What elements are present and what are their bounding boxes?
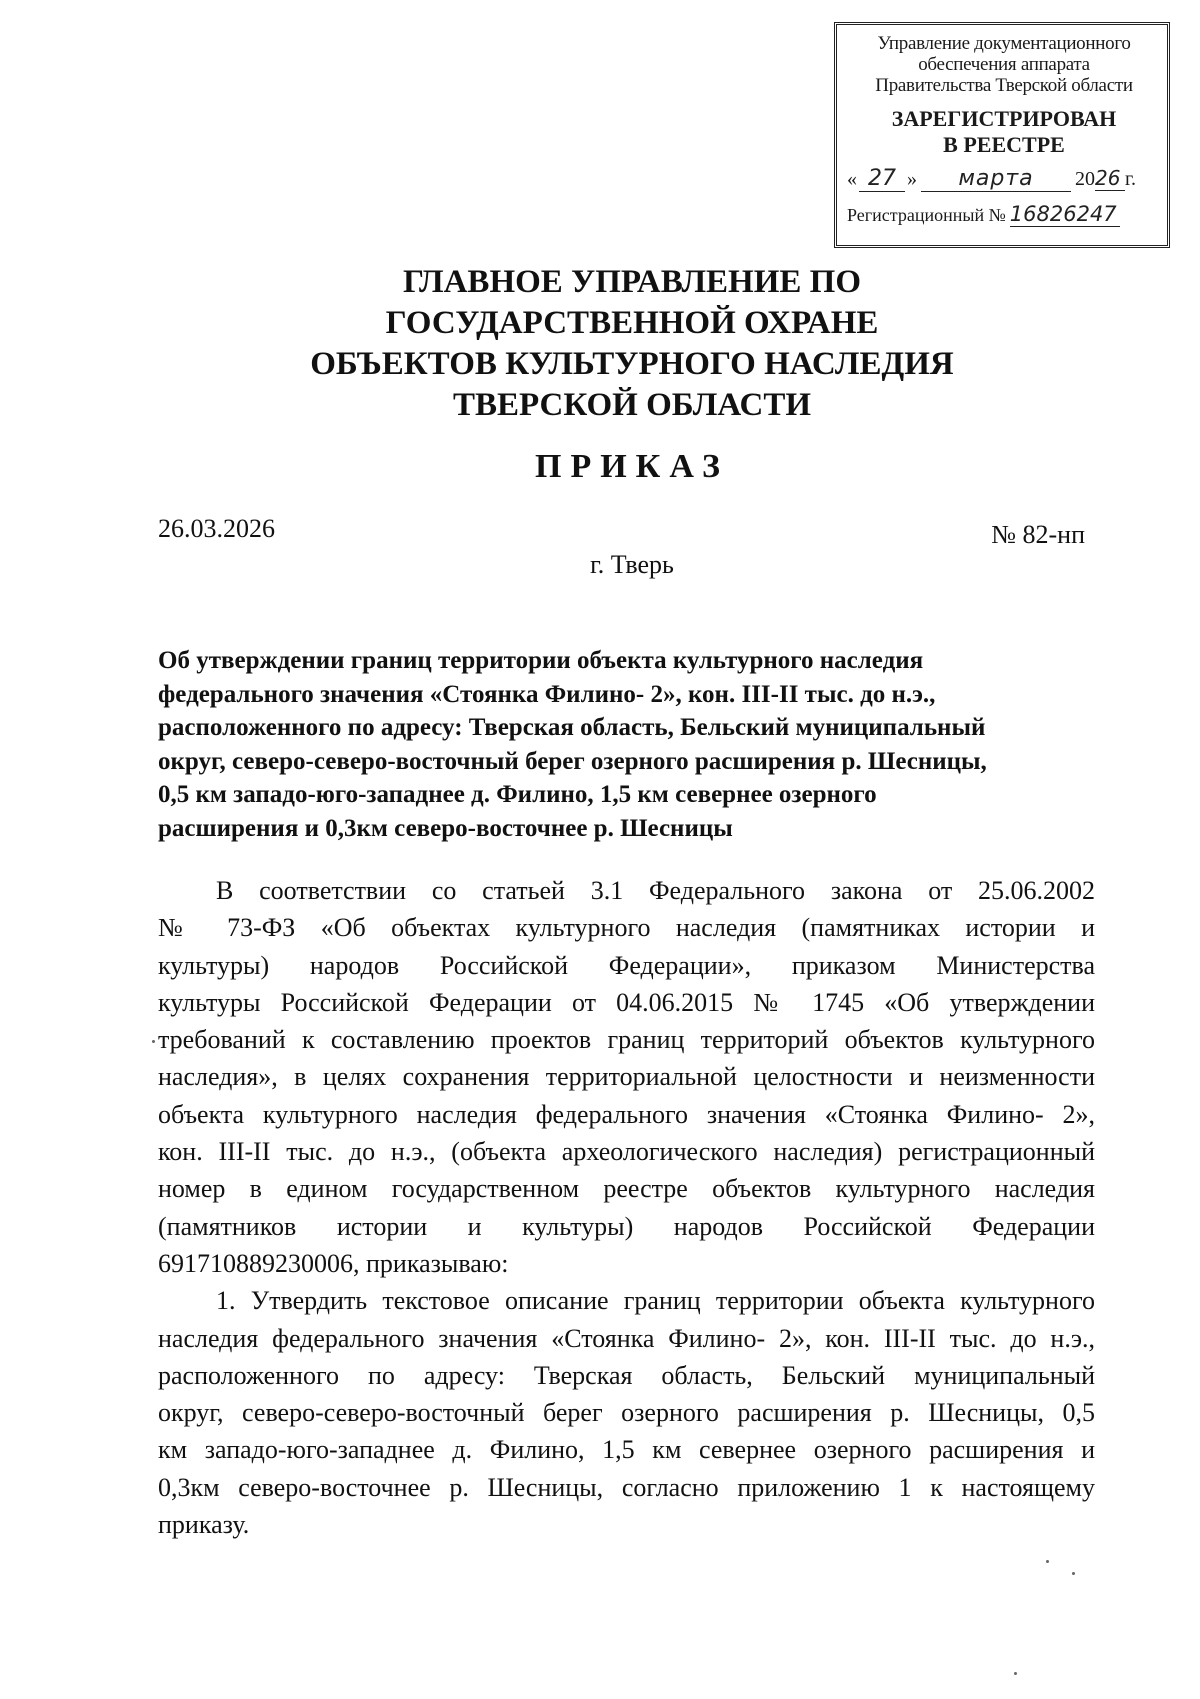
stamp-date-year-suffix: 26 (1095, 166, 1125, 191)
body-line (158, 947, 1095, 984)
document-date: 26.03.2026 (158, 514, 275, 543)
body-line (158, 1208, 1095, 1245)
stamp-registered-line: ЗАРЕГИСТРИРОВАН (891, 106, 1117, 131)
subject-line: Об утверждении границ территории объекта культурного наследия (158, 647, 924, 674)
subject-line: 0,5 км западо-юго-западнее д. Филино, 1,5 км севернее озерного (158, 781, 877, 809)
body-line (158, 1096, 1095, 1133)
body-line (158, 872, 1095, 909)
stamp-department-line: Правительства Тверской области (875, 75, 1133, 96)
body-line-text: объекта культурного наследия федерального значения «Стоянка Филино- 2», (158, 1099, 1095, 1129)
stamp-date-open-quote: « (847, 168, 857, 190)
body-line-text: культуры) народов Российской Федерации», приказом Министерства (158, 950, 1095, 980)
body-line (158, 1058, 1095, 1095)
scan-speck (1046, 1560, 1049, 1563)
body-line (158, 1320, 1095, 1357)
organization-title-line: ОБЪЕКТОВ КУЛЬТУРНОГО НАСЛЕДИЯ (310, 346, 954, 382)
scan-speck (1072, 1572, 1075, 1575)
subject-line: расположенного по адресу: Тверская область, Бельский муниципальный (158, 714, 986, 742)
body-line-text: расположенного по адресу: Тверская область, Бельский муниципальный (158, 1360, 1095, 1390)
body-line (158, 1282, 1095, 1319)
subject-line: федерального значения «Стоянка Филино- 2», кон. III-II тыс. до н.э., (158, 680, 936, 708)
stamp-reg-number-line (847, 202, 1161, 227)
body-line (158, 1506, 1095, 1543)
scan-speck (152, 1040, 155, 1043)
document-subject (158, 644, 1118, 846)
body-line-text: наследия федерального значения «Стоянка Филино- 2», кон. III-II тыс. до н.э., (158, 1323, 1095, 1353)
stamp-date-month: марта (921, 167, 1071, 192)
body-line-text: округ, северо-северо-восточный берег озерного расширения р. Шесницы, 0,5 (158, 1398, 1095, 1428)
body-line (158, 984, 1095, 1021)
body-line (158, 1431, 1095, 1468)
stamp-department-line: Управление документационного (877, 33, 1131, 54)
body-line-text: В соответствии со статьей 3.1 Федерального закона от 25.06.2002 (216, 876, 1095, 905)
body-line-text: требований к составлению проектов границ территорий объектов культурного (158, 1025, 1095, 1055)
organization-title-line: ГЛАВНОЕ УПРАВЛЕНИЕ ПО (403, 264, 861, 300)
body-line-text: кон. III-II тыс. до н.э., (объекта археологического наследия) регистрационный (158, 1137, 1095, 1167)
organization-title (0, 262, 1200, 426)
stamp-date-year-unit: г. (1125, 168, 1136, 190)
body-line (158, 1394, 1095, 1431)
stamp-registered-line: В РЕЕСТРЕ (943, 132, 1065, 157)
registration-stamp (834, 22, 1170, 248)
body-line-text: (памятников истории и культуры) народов Российской Федерации (158, 1211, 1095, 1241)
body-line-text: наследия», в целях сохранения территориальной целостности и неизменности (158, 1062, 1095, 1092)
body-line-text: 1. Утвердить текстовое описание границ территории объекта культурного (216, 1286, 1095, 1316)
body-line-text: № 73-ФЗ «Об объектах культурного наследия (памятниках истории и (158, 913, 1095, 943)
body-line-text: 0,3км северо-восточнее р. Шесницы, согласно приложению 1 к настоящему (158, 1472, 1095, 1502)
stamp-reg-label: Регистрационный № (847, 205, 1006, 225)
stamp-date-day: 27 (859, 167, 905, 192)
scan-speck (1014, 1672, 1017, 1675)
document-type: ПРИКАЗ (535, 448, 729, 485)
body-line (158, 1133, 1095, 1170)
body-line (158, 1170, 1095, 1207)
stamp-registered-title (847, 106, 1161, 158)
body-line-text: номер в едином государственном реестре объектов культурного наследия (158, 1174, 1095, 1204)
stamp-department (847, 33, 1161, 96)
body-line-text: культуры Российской Федерации от 04.06.2015 № 1745 «Об утверждении (158, 987, 1095, 1017)
organization-title-line: ТВЕРСКОЙ ОБЛАСТИ (452, 387, 812, 423)
body-line (158, 1021, 1095, 1058)
organization-title-line: ГОСУДАРСТВЕННОЙ ОХРАНЕ (385, 305, 879, 341)
document-body (158, 872, 1095, 1543)
stamp-department-line: обеспечения аппарата (918, 54, 1090, 75)
body-line-text: приказу. (158, 1510, 250, 1540)
body-line (158, 909, 1095, 946)
body-line (158, 1469, 1095, 1506)
body-line-text: км западо-юго-западнее д. Филино, 1,5 км севернее озерного расширения и (158, 1435, 1095, 1465)
subject-line: округ, северо-северо-восточный берег озерного расширения р. Шесницы, (158, 747, 987, 775)
stamp-date-year-prefix: 20 (1075, 168, 1095, 190)
body-line-text: 691710889230006, приказываю: (158, 1248, 509, 1278)
body-line (158, 1245, 1095, 1282)
document-city: г. Тверь (590, 550, 674, 579)
subject-line: расширения и 0,3км северо-восточнее р. Шесницы (158, 814, 733, 842)
document-number: № 82-нп (991, 520, 1085, 549)
stamp-date-close-quote: » (907, 168, 917, 190)
stamp-reg-number: 16826247 (1010, 202, 1120, 227)
stamp-date-line (847, 166, 1161, 192)
body-line (158, 1357, 1095, 1394)
